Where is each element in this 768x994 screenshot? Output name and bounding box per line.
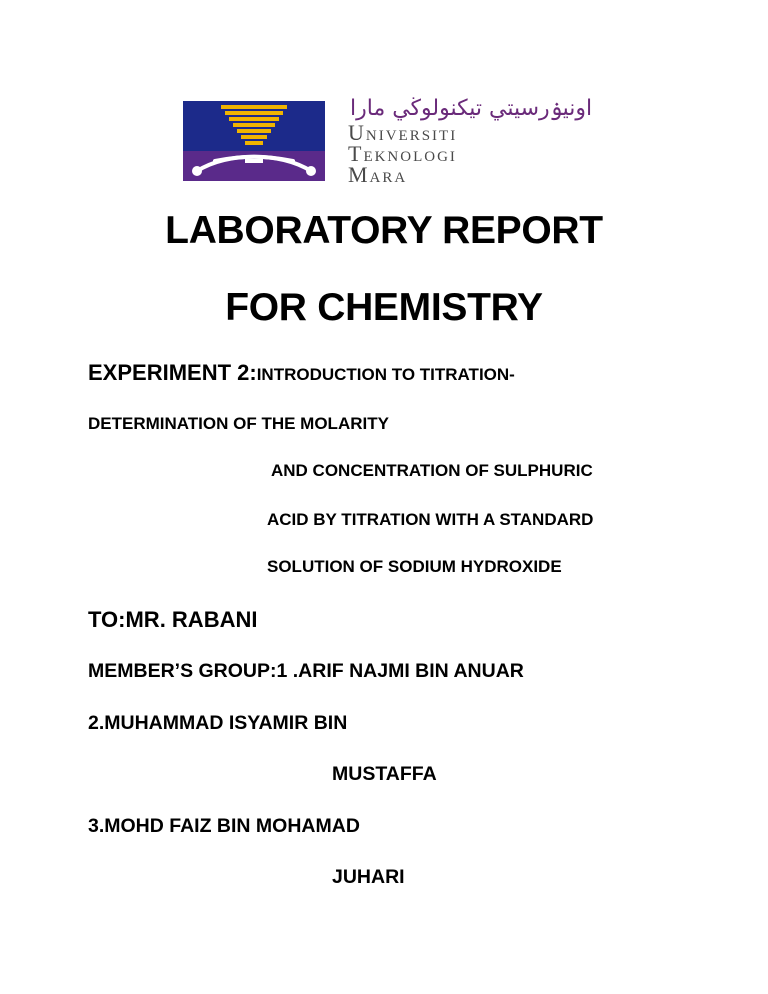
experiment-line-5: SOLUTION OF SODIUM HYDROXIDE — [267, 557, 562, 576]
experiment-line-3: AND CONCENTRATION OF SULPHURIC — [271, 461, 593, 480]
experiment-label: EXPERIMENT 2: — [88, 360, 257, 385]
wordmark-line-3: Mara — [348, 162, 408, 187]
members-line-2: 2.MUHAMMAD ISYAMIR BIN — [88, 712, 348, 734]
experiment-line-4: ACID BY TITRATION WITH A STANDARD — [267, 510, 594, 529]
university-wordmark — [348, 96, 603, 186]
jawi-name: اونيۏرسيتي تيكنولوڬي مارا — [350, 96, 593, 121]
experiment-title-part1: INTRODUCTION TO TITRATION- — [256, 365, 515, 384]
members-line-1: MEMBER’S GROUP:1 .ARIF NAJMI BIN ANUAR — [88, 660, 524, 682]
report-title-line-2: FOR CHEMISTRY — [225, 286, 543, 329]
wordmark-line-2: Teknologi — [348, 141, 457, 166]
experiment-line-2: DETERMINATION OF THE MOLARITY — [88, 414, 389, 433]
experiment-heading — [88, 360, 515, 386]
uitm-emblem-icon — [183, 101, 325, 181]
members-line-4: 3.MOHD FAIZ BIN MOHAMAD — [88, 815, 360, 837]
members-line-3: MUSTAFFA — [332, 763, 437, 785]
members-line-5: JUHARI — [332, 866, 405, 888]
wordmark-line-1: Universiti — [348, 120, 458, 145]
lecturer-line: TO:MR. RABANI — [88, 607, 258, 632]
university-logo — [183, 96, 603, 186]
report-title-line-1: LABORATORY REPORT — [165, 209, 603, 252]
